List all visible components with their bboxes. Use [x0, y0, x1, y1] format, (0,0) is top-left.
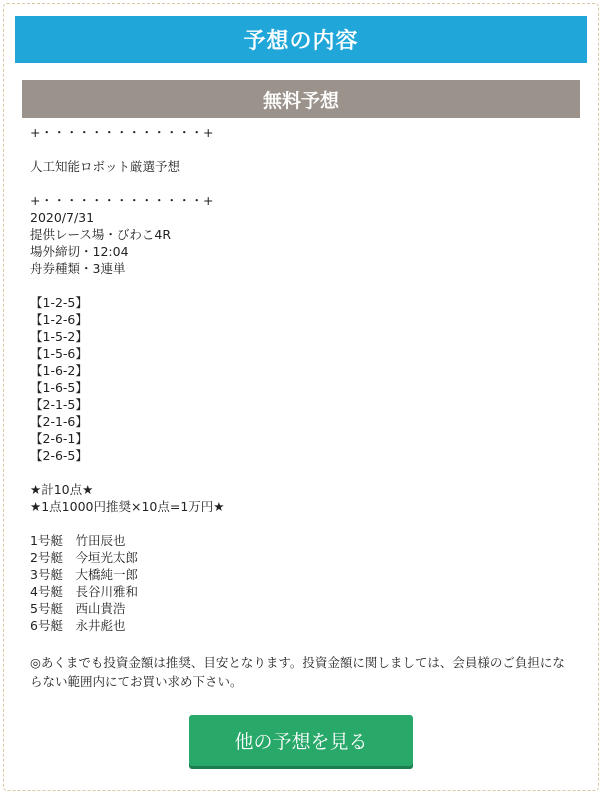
race-date: 2020/7/31: [30, 210, 95, 225]
race-deadline: 場外締切・12:04: [30, 244, 129, 259]
other-forecasts-button[interactable]: 他の予想を見る: [189, 715, 413, 766]
pick-item: 【1-2-6】: [30, 312, 88, 327]
pick-item: 【1-6-5】: [30, 380, 88, 395]
pick-item: 【2-6-1】: [30, 431, 88, 446]
race-venue: 提供レース場・びわこ4R: [30, 227, 172, 242]
forecast-headline: 人工知能ロボット厳選予想: [30, 159, 181, 174]
boat-entry: 4号艇 長谷川雅和: [30, 584, 138, 599]
pick-item: 【1-6-2】: [30, 363, 88, 378]
section-title: 無料予想: [22, 80, 580, 118]
page-title: 予想の内容: [15, 16, 587, 63]
pick-item: 【1-5-6】: [30, 346, 88, 361]
pick-item: 【1-5-2】: [30, 329, 88, 344]
boat-entry: 6号艇 永井彪也: [30, 618, 126, 633]
stake-recommendation: ★1点1000円推奨×10点=1万円★: [30, 499, 225, 514]
pick-item: 【2-1-5】: [30, 397, 88, 412]
total-points: ★計10点★: [30, 482, 94, 497]
disclaimer-note: ◎あくまでも投資金額は推奨、目安となります。投資金額に関しましては、会員様のご負担にならない範囲内にてお買い求め下さい。: [30, 655, 565, 689]
divider-line: +・・・・・・・・・・・・・+: [30, 193, 214, 208]
divider-line: +・・・・・・・・・・・・・+: [30, 125, 214, 140]
forecast-content: [30, 124, 570, 691]
boat-entry: 3号艇 大橋純一郎: [30, 567, 138, 582]
ticket-type: 舟券種類・3連単: [30, 261, 126, 276]
picks-list: [30, 294, 570, 464]
boat-entry: 1号艇 竹田辰也: [30, 533, 126, 548]
boat-entry: 5号艇 西山貴浩: [30, 601, 126, 616]
pick-item: 【1-2-5】: [30, 295, 88, 310]
pick-item: 【2-1-6】: [30, 414, 88, 429]
boat-entry: 2号艇 今垣光太郎: [30, 550, 138, 565]
boat-list: [30, 532, 570, 634]
pick-item: 【2-6-5】: [30, 448, 88, 463]
